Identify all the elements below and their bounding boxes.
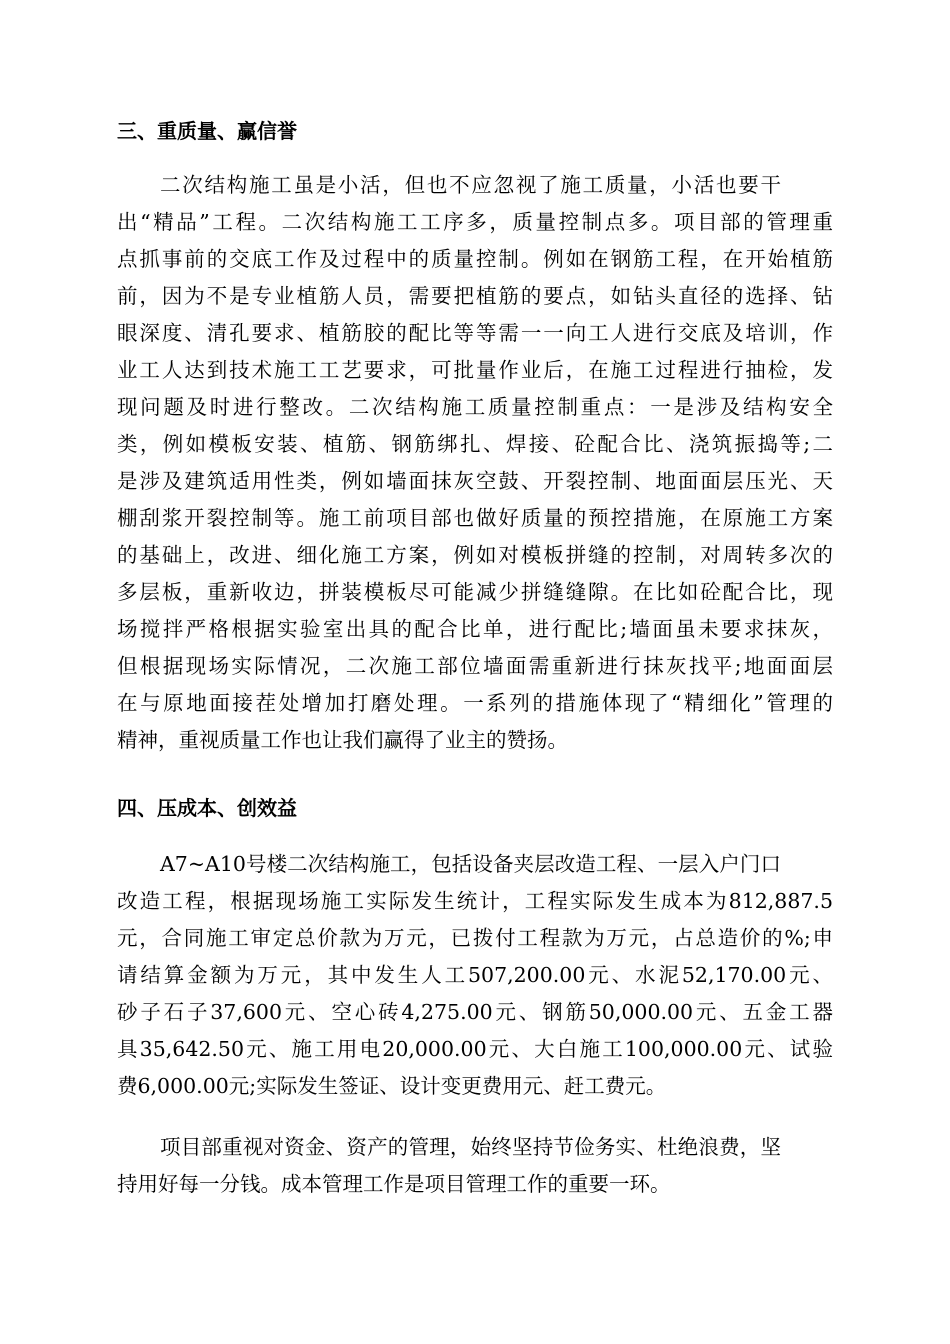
paragraph-line: 具35,642.50元、施工用电20,000.00元、大白施工100,000.00元、试验 bbox=[117, 1037, 833, 1061]
paragraph-line: 棚刮浆开裂控制等。施工前项目部也做好质量的预控措施，在原施工方案 bbox=[117, 506, 833, 530]
paragraph-line: 请结算金额为万元，其中发生人工507,200.00元、水泥52,170.00元、 bbox=[117, 963, 833, 987]
paragraph-line: A7~A10号楼二次结构施工，包括设备夹层改造工程、一层入户门口 bbox=[160, 852, 781, 876]
paragraph-line: 的基础上，改进、细化施工方案，例如对模板拼缝的控制，对周转多次的 bbox=[117, 543, 833, 567]
paragraph-line: 点抓事前的交底工作及过程中的质量控制。例如在钢筋工程，在开始植筋 bbox=[117, 247, 833, 271]
paragraph-line: 现问题及时进行整改。二次结构施工质量控制重点：一是涉及结构安全 bbox=[117, 395, 833, 419]
paragraph-line: 精神，重视质量工作也让我们赢得了业主的赞扬。 bbox=[117, 728, 568, 752]
paragraph-line: 是涉及建筑适用性类，例如墙面抹灰空鼓、开裂控制、地面面层压光、天 bbox=[117, 469, 833, 493]
paragraph-line: 元，合同施工审定总价款为万元，已拨付工程款为万元，占总造价的%;申 bbox=[117, 926, 833, 950]
paragraph-line: 类，例如模板安装、植筋、钢筋绑扎、焊接、砼配合比、浇筑振捣等;二 bbox=[117, 432, 833, 456]
paragraph-line: 改造工程，根据现场施工实际发生统计，工程实际发生成本为812,887.5 bbox=[117, 889, 833, 913]
section-heading-cost: 四、压成本、创效益 bbox=[117, 796, 297, 820]
paragraph-line: 出“精品”工程。二次结构施工工序多，质量控制点多。项目部的管理重 bbox=[117, 210, 833, 234]
paragraph-line: 前，因为不是专业植筋人员，需要把植筋的要点，如钻头直径的选择、钻 bbox=[117, 284, 833, 308]
paragraph-line: 场搅拌严格根据实验室出具的配合比单，进行配比;墙面虽未要求抹灰， bbox=[117, 617, 833, 641]
paragraph-line: 多层板，重新收边，拼装模板尽可能减少拼缝缝隙。在比如砼配合比，现 bbox=[117, 580, 833, 604]
paragraph-line: 砂子石子37,600元、空心砖4,275.00元、钢筋50,000.00元、五金工器 bbox=[117, 1000, 833, 1024]
section-heading-quality: 三、重质量、赢信誉 bbox=[117, 119, 297, 143]
paragraph-line: 在与原地面接茬处增加打磨处理。一系列的措施体现了“精细化”管理的 bbox=[117, 691, 833, 715]
paragraph-line: 项目部重视对资金、资产的管理，始终坚持节俭务实、杜绝浪费，坚 bbox=[160, 1135, 781, 1159]
paragraph-line: 费6,000.00元;实际发生签证、设计变更费用元、赶工费元。 bbox=[117, 1074, 667, 1098]
paragraph-line: 持用好每一分钱。成本管理工作是项目管理工作的重要一环。 bbox=[117, 1172, 671, 1196]
paragraph-line: 但根据现场实际情况，二次施工部位墙面需重新进行抹灰找平;地面面层 bbox=[117, 654, 833, 678]
paragraph-line: 眼深度、清孔要求、植筋胶的配比等等需一一向工人进行交底及培训，作 bbox=[117, 321, 833, 345]
paragraph-line: 二次结构施工虽是小活，但也不应忽视了施工质量，小活也要干 bbox=[160, 173, 781, 197]
paragraph-line: 业工人达到技术施工工艺要求，可批量作业后，在施工过程进行抽检，发 bbox=[117, 358, 833, 382]
